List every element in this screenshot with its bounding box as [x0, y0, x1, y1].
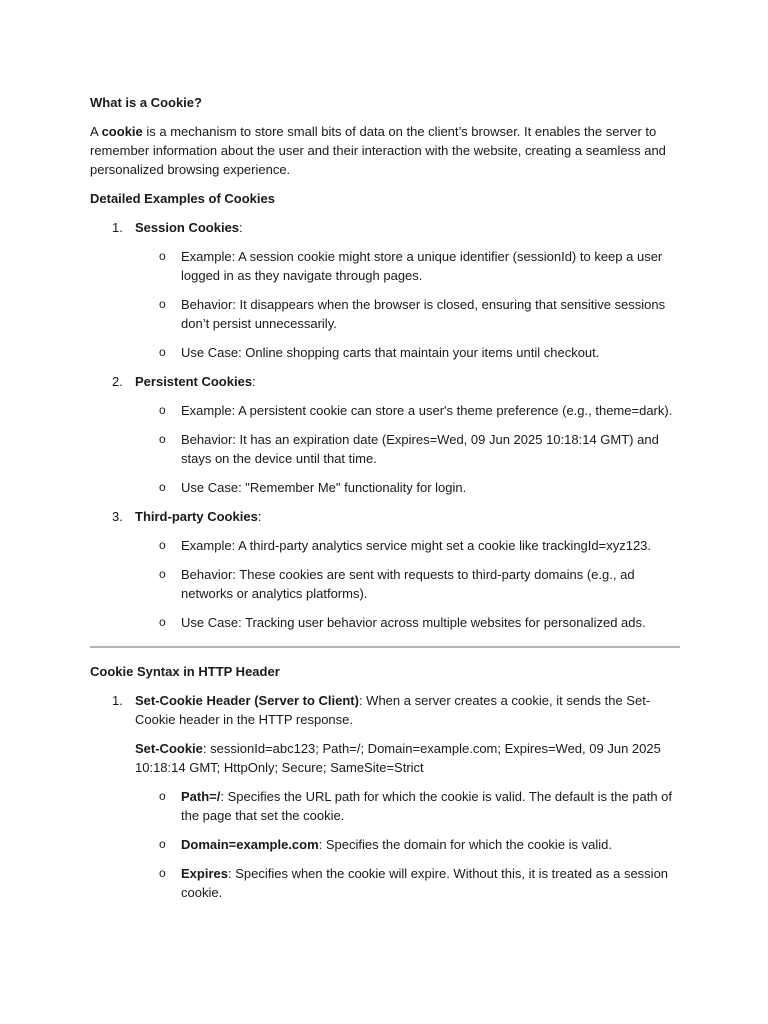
- sub-list: [135, 247, 680, 362]
- syntax-item-title: Set-Cookie Header (Server to Client): [135, 693, 359, 708]
- sub-list-item: [135, 295, 680, 333]
- sub-list-item: [135, 565, 680, 603]
- syntax-list: [90, 691, 680, 902]
- sub-list-item: [135, 835, 680, 854]
- list-item: [90, 372, 680, 497]
- sub-list-item: [135, 478, 680, 497]
- sub-list-item: [135, 343, 680, 362]
- cookie-types-list: [90, 218, 680, 632]
- sub-list-item: [135, 536, 680, 555]
- sub-list-item: [135, 401, 680, 420]
- list-item: [90, 218, 680, 362]
- bullet-text: Behavior: It has an expiration date (Expires=Wed, 09 Jun 2025 10:18:14 GMT) and stays on the device until that time.: [181, 432, 659, 466]
- list-item: [90, 507, 680, 632]
- list-number: 1.: [112, 693, 123, 708]
- bullet-icon: o: [159, 567, 166, 581]
- bullet-text: Example: A persistent cookie can store a user's theme preference (e.g., theme=dark).: [181, 403, 673, 418]
- list-number: 3.: [112, 509, 123, 524]
- sub-list-item: [135, 247, 680, 285]
- intro-prefix: A: [90, 124, 102, 139]
- set-cookie-label: Set-Cookie: [135, 741, 203, 756]
- attribute-name: Expires: [181, 866, 228, 881]
- bullet-text: Example: A third-party analytics service might set a cookie like trackingId=xyz123.: [181, 538, 652, 553]
- set-cookie-value: : sessionId=abc123; Path=/; Domain=example.com; Expires=Wed, 09 Jun 2025 10:18:14 GMT; HttpOnly; Secure; SameSite=Strict: [135, 741, 661, 775]
- item-title-suffix: :: [252, 374, 256, 389]
- attribute-list: [135, 787, 680, 902]
- attribute-desc: : Specifies the domain for which the cookie is valid.: [318, 837, 613, 852]
- heading-detailed-examples: Detailed Examples of Cookies: [90, 191, 275, 206]
- intro-text: is a mechanism to store small bits of data on the client’s browser. It enables the server to remember information about the user and their interaction with the website, creating a seamless and personalized browsing experience.: [90, 124, 666, 177]
- bullet-text: Use Case: "Remember Me" functionality for login.: [181, 480, 467, 495]
- bullet-icon: o: [159, 345, 166, 359]
- bullet-icon: o: [159, 403, 166, 417]
- bullet-text: Use Case: Online shopping carts that maintain your items until checkout.: [181, 345, 600, 360]
- bullet-icon: o: [159, 432, 166, 446]
- item-title: [135, 372, 680, 391]
- sub-list-item: [135, 613, 680, 632]
- sub-list: [135, 401, 680, 497]
- horizontal-divider: [90, 646, 680, 648]
- bullet-icon: o: [159, 297, 166, 311]
- bullet-text: Example: A session cookie might store a unique identifier (sessionId) to keep a user logged in as they navigate through pages.: [181, 249, 663, 283]
- bullet-icon: o: [159, 480, 166, 494]
- sub-list-item: [135, 430, 680, 468]
- bullet-icon: o: [159, 249, 166, 263]
- item-title-suffix: :: [239, 220, 243, 235]
- attribute-desc: : Specifies the URL path for which the cookie is valid. The default is the path of the page that set the cookie.: [181, 789, 673, 823]
- bullet-icon: o: [159, 789, 166, 803]
- item-title-bold: Session Cookies: [135, 220, 240, 235]
- sub-list-item: [135, 864, 680, 902]
- document-page: [90, 93, 680, 902]
- list-item: [90, 691, 680, 902]
- attribute-name: Domain=example.com: [181, 837, 319, 852]
- heading-what-is-cookie: What is a Cookie?: [90, 95, 202, 110]
- list-number: 2.: [112, 374, 123, 389]
- bullet-icon: o: [159, 866, 166, 880]
- bullet-icon: o: [159, 837, 166, 851]
- sub-list: [135, 536, 680, 632]
- sub-list-item: [135, 787, 680, 825]
- syntax-item-text: [135, 691, 680, 729]
- attribute-desc: : Specifies when the cookie will expire. Without this, it is treated as a session cookie.: [181, 866, 669, 900]
- intro-term: cookie: [101, 124, 143, 139]
- item-title-bold: Persistent Cookies: [135, 374, 253, 389]
- list-number: 1.: [112, 220, 123, 235]
- item-title-bold: Third-party Cookies: [135, 509, 258, 524]
- bullet-icon: o: [159, 538, 166, 552]
- syntax-item-desc: : When a server creates a cookie, it sends the Set-Cookie header in the HTTP response.: [135, 693, 651, 727]
- bullet-text: Behavior: These cookies are sent with requests to third-party domains (e.g., ad networks or analytics platforms).: [181, 567, 635, 601]
- intro-paragraph: [90, 122, 680, 179]
- attribute-name: Path=/: [181, 789, 221, 804]
- item-title: [135, 218, 680, 237]
- bullet-icon: o: [159, 615, 166, 629]
- bullet-text: Use Case: Tracking user behavior across multiple websites for personalized ads.: [181, 615, 646, 630]
- item-title-suffix: :: [257, 509, 262, 524]
- item-title: [135, 507, 680, 526]
- set-cookie-example: [135, 739, 680, 777]
- bullet-text: Behavior: It disappears when the browser is closed, ensuring that sensitive sessions don’t persist unnecessarily.: [181, 297, 666, 331]
- heading-cookie-syntax: Cookie Syntax in HTTP Header: [90, 664, 280, 679]
